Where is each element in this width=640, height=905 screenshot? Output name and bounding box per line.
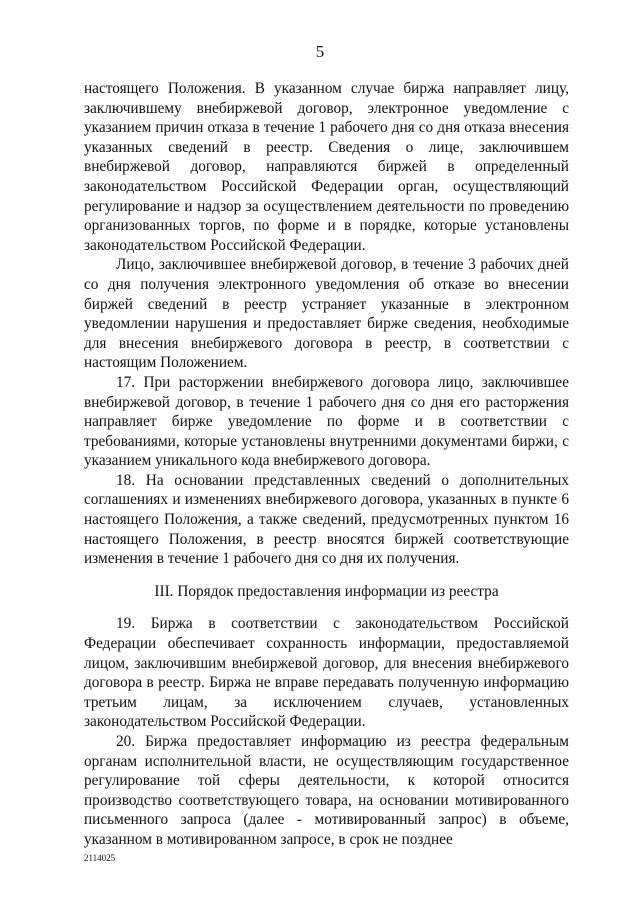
section-heading: III. Порядок предоставления информации из реестра <box>154 582 499 600</box>
document-body <box>84 79 569 850</box>
paragraph-violation-correction: Лицо, заключившее внебиржевой договор, в течение 3 рабочих дней со дня получения электронного уведомления об отказе во внесении биржей сведений в реестр устраняет указанные в электронном уведомлении нарушения и предоставляет бирже сведения, необходимые для внесения внебиржевого договора в реестр, в соответствии с настоящим Положением. <box>84 256 569 372</box>
paragraph-17: 17. При расторжении внебиржевого договора лицо, заключившее внебиржевой договор, в течение 1 рабочего дня со дня его расторжения направляет бирже уведомление по форме и в соответствии с требованиями, которые установлены внутренними документами биржи, с указанием уникального кода внебиржевого договора. <box>84 373 569 470</box>
page-number: 5 <box>315 42 325 61</box>
paragraph-20: 20. Биржа предоставляет информацию из реестра федеральным органам исполнительной власти, не осуществляющим государственное регулирование той сферы деятельности, к которой относится производство соответствующего товара, на основании мотивированного письменного запроса (далее - мотивированный запрос) в объеме, указанном в мотивированном запросе, в срок не позднее <box>84 733 569 848</box>
paragraph-continuation: настоящего Положения. В указанном случае биржа направляет лицу, заключившему внебиржевой договор, электронное уведомление с указанием причин отказа в течение 1 рабочего дня со дня отказа внесения указанных сведений в реестр. Сведения о лице, заключившем внебиржевой договор, направляются биржей в определенный законодательством Российской Федерации орган, осуществляющий регулирование и надзор за осуществлением деятельности по проведению организованных торгов, по форме и в порядке, которые установлены законодательством Российской Федерации. <box>84 80 569 254</box>
paragraph-19: 19. Биржа в соответствии с законодательством Российской Федерации обеспечивает сохранность информации, предоставляемой лицом, заключившим внебиржевой договор, для внесения внебиржевого договора в реестр. Биржа не вправе передавать полученную информацию третьим лицам, за исключением случаев, установленных законодательством Российской Федерации. <box>84 615 569 731</box>
paragraph-18: 18. На основании представленных сведений о дополнительных соглашениях и изменениях внебиржевого договора, указанных в пункте 6 настоящего Положения, а также сведений, предусмотренных пунктом 16 настоящего Положения, в реестр вносятся биржей соответствующие изменения в течение 1 рабочего дня со дня их получения. <box>84 471 569 568</box>
document-code: 2114025 <box>84 853 116 863</box>
